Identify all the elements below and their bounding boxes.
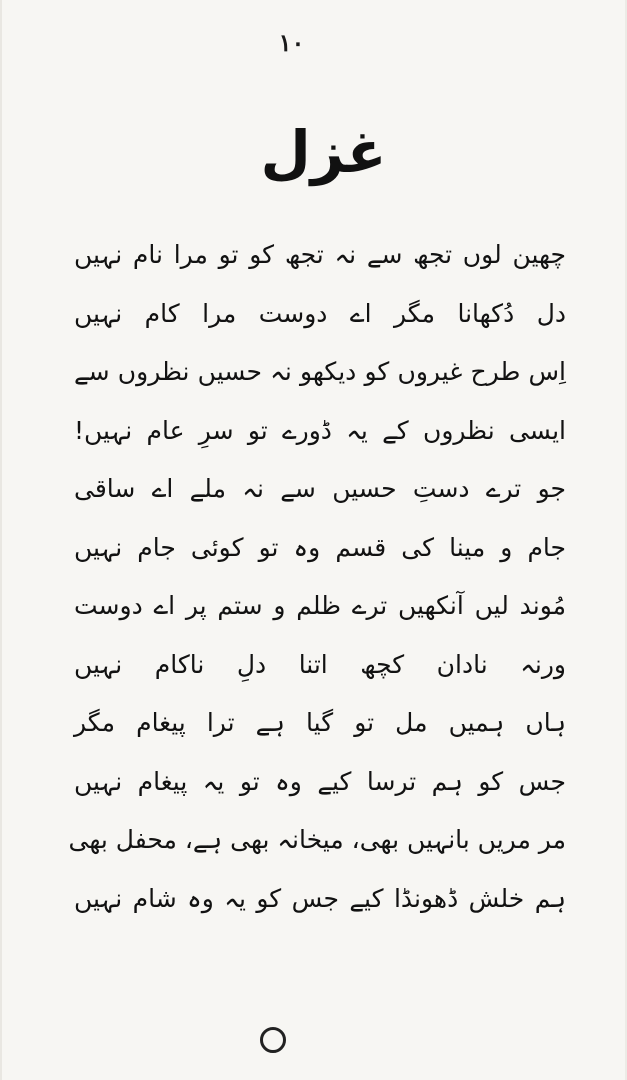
verse-line: دل دُکھانا مگر اے دوست مرا کام نہیں (74, 298, 566, 328)
verse-line: ہاں ہمیں مل تو گیا ہے ترا پیغام مگر (74, 708, 566, 737)
verse-line: مُوند لیں آنکھیں ترے ظلم و ستم پر اے دوست (74, 591, 566, 620)
verse-line: جس کو ہم ترسا کیے وہ تو یہ پیغام نہیں (74, 766, 566, 796)
verse-line: مر مریں بانہیں بھی، میخانہ بھی ہے، محفل بھی (68, 825, 566, 854)
poem-verses (68, 226, 566, 928)
verse-line: ایسی نظروں کے یہ ڈورے تو سرِ عام نہیں! (74, 415, 566, 445)
verse-line: ورنہ نادان کچھ اتنا دلِ ناکام نہیں (74, 649, 566, 679)
poem-title: غزل (260, 118, 387, 186)
verse-line: جام و مینا کی قسم وہ تو کوئی جام نہیں (74, 532, 566, 562)
verse-line: ہم خلش ڈھونڈا کیے جس کو یہ وہ شام نہیں (74, 883, 566, 913)
verse-line: اِس طرح غیروں کو دیکھو نہ حسیں نظروں سے (74, 357, 566, 386)
end-circle-icon (260, 1027, 286, 1053)
page-number: ۱۰ (278, 28, 305, 57)
verse-line: جو ترے دستِ حسیں سے نہ ملے اے ساقی (74, 474, 566, 503)
verse-line: چھین لوں تجھ سے نہ تجھ کو تو مرا نام نہیں (74, 240, 566, 269)
